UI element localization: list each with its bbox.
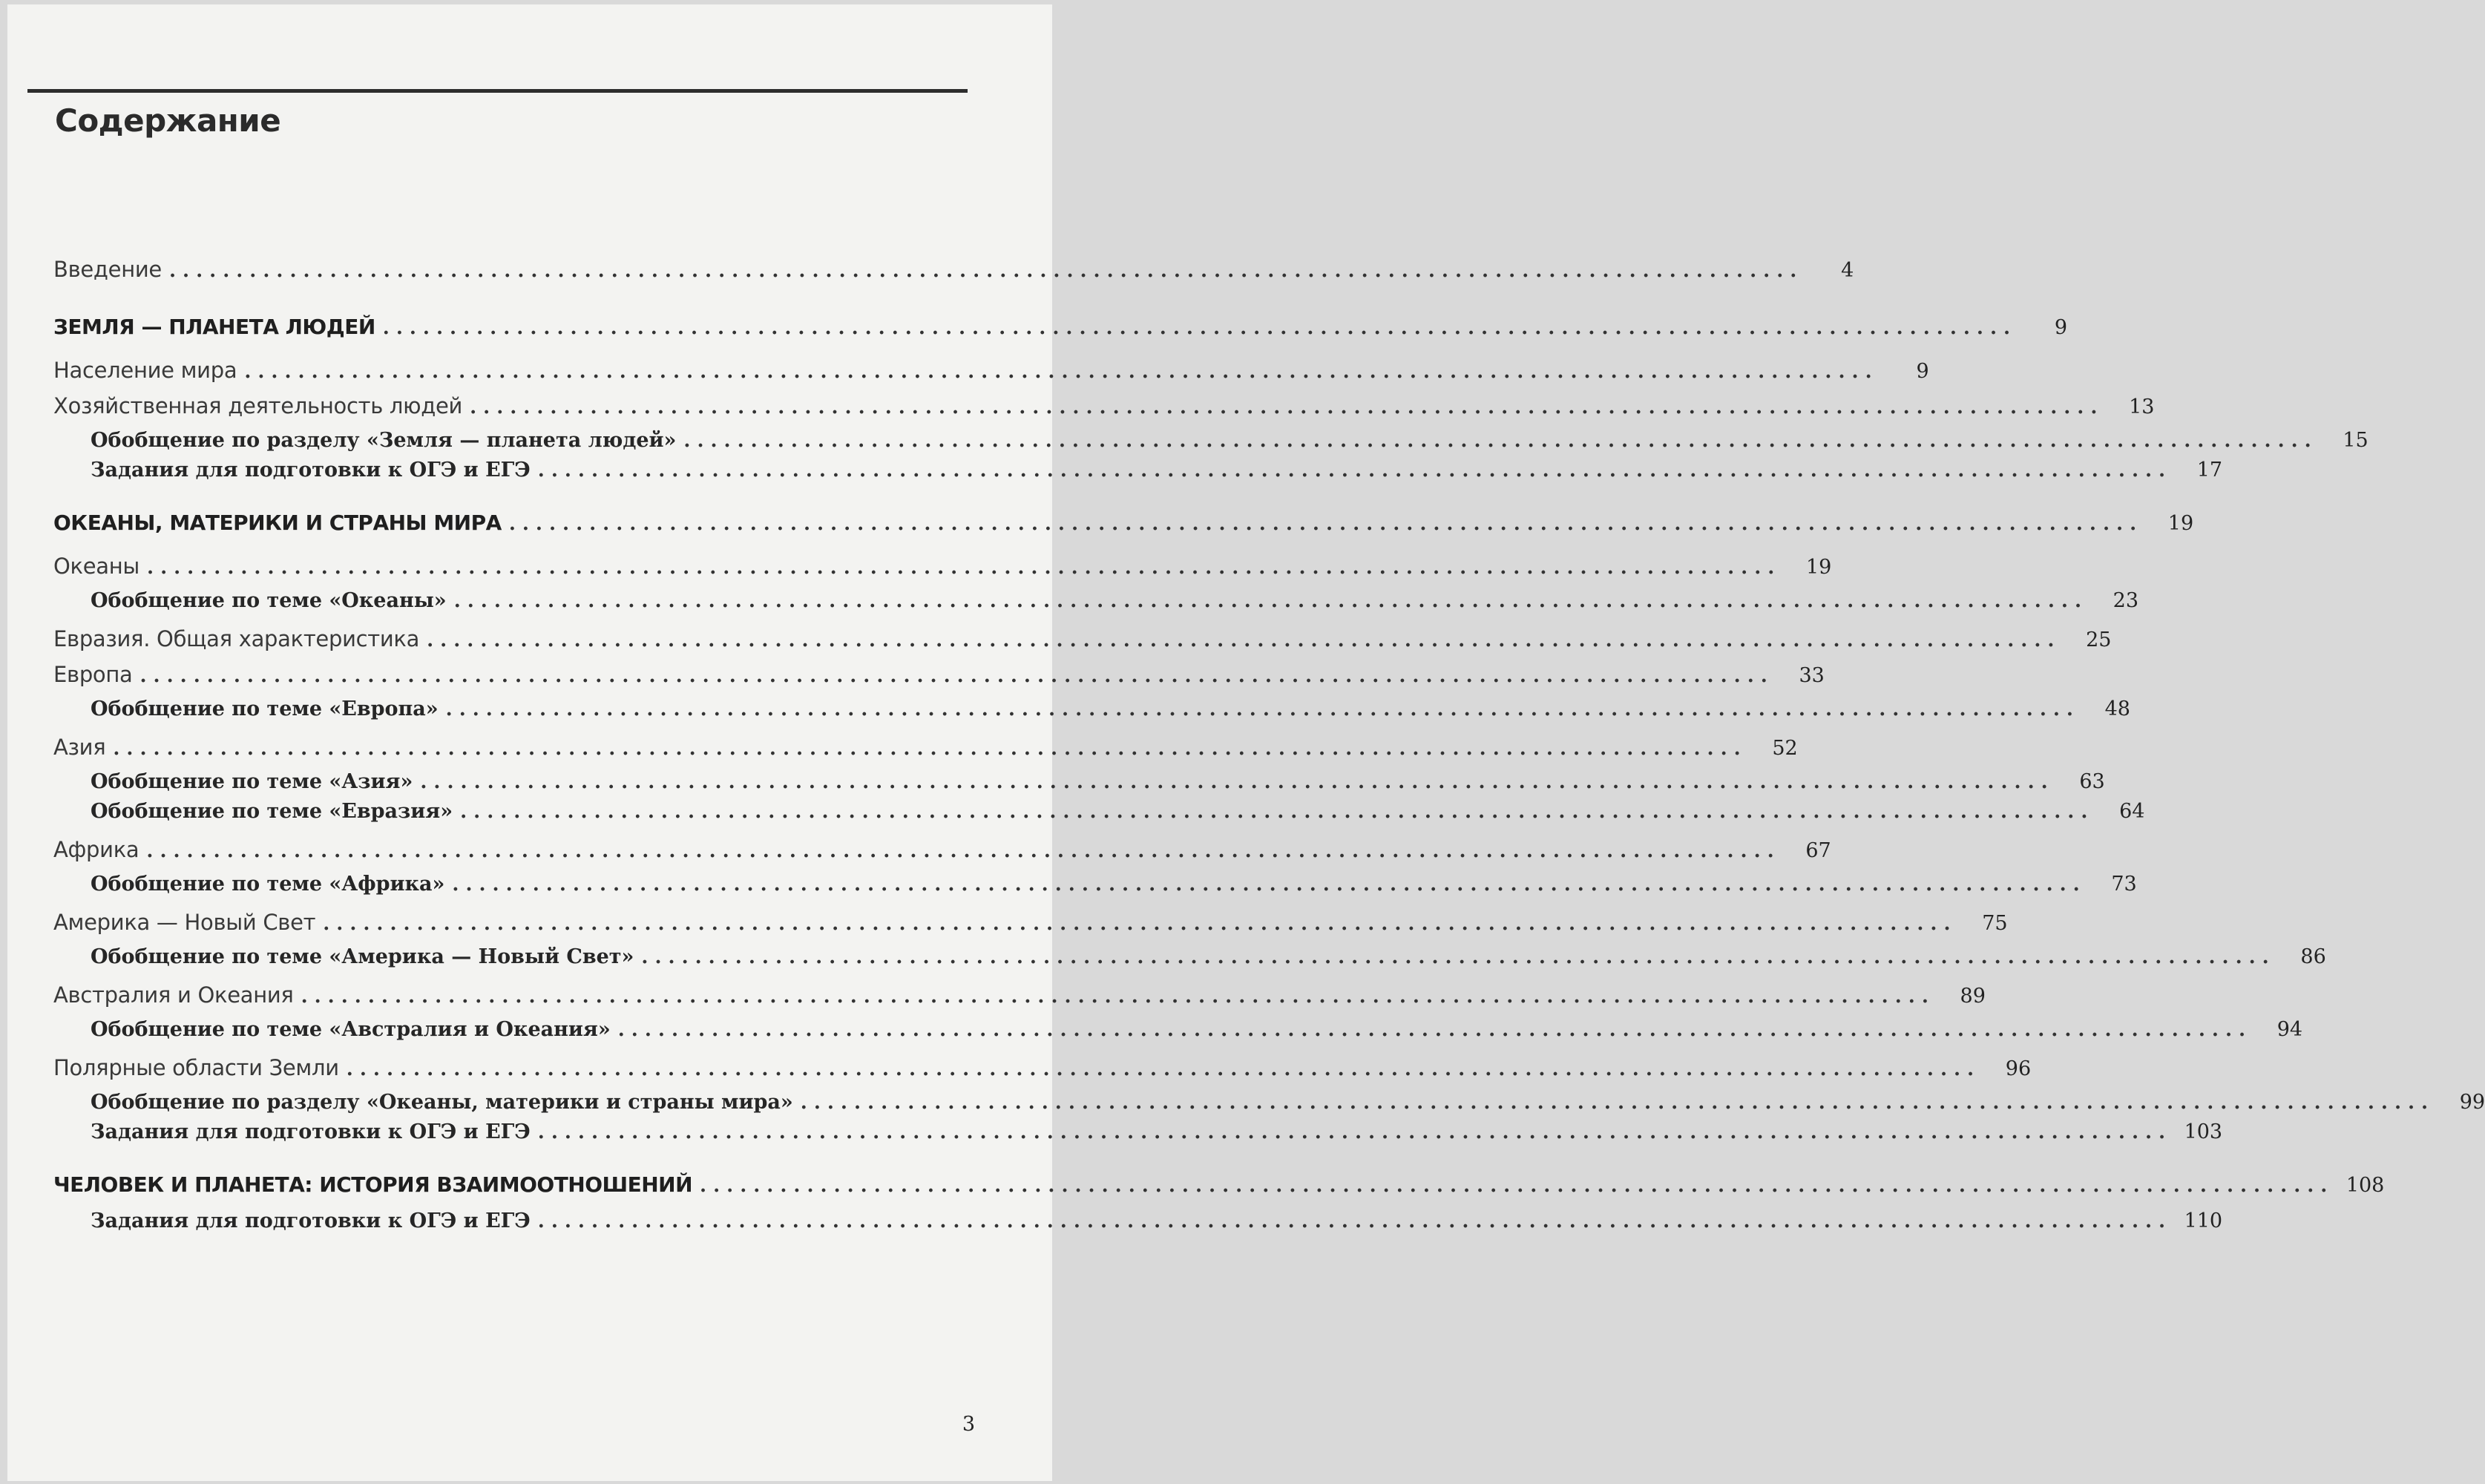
toc-label: Австралия и Океания <box>53 982 294 1008</box>
toc-page: 15 <box>2343 429 2369 452</box>
toc-page: 9 <box>2054 316 2068 339</box>
dot-leader: .......................................................................................................................... <box>617 1019 2253 1041</box>
dot-leader: .......................................................................................................................... <box>800 1091 2435 1114</box>
toc-label: Евразия. Общая характеристика <box>53 626 420 651</box>
toc-label: Обобщение по теме «Евразия» <box>91 800 453 823</box>
toc-page: 33 <box>1799 664 1825 687</box>
dot-leader: .......................................................................................................................... <box>147 556 1782 579</box>
toc-entry <box>53 554 1832 583</box>
toc-section-heading <box>53 315 2068 344</box>
toc-entry <box>53 358 1929 387</box>
dot-leader: .......................................................................................................................... <box>470 396 2104 418</box>
toc-page: 23 <box>2113 589 2139 612</box>
toc-subentry <box>91 429 2369 459</box>
dot-leader: .......................................................................................................................... <box>382 317 2018 339</box>
dot-leader: .......................................................................................................................... <box>244 361 1879 383</box>
toc-label: Обобщение по теме «Африка» <box>91 873 445 896</box>
toc-subentry <box>91 589 2139 619</box>
book-page <box>7 4 2485 1481</box>
toc-label: Европа <box>53 662 133 687</box>
toc-page: 73 <box>2111 873 2137 896</box>
dot-leader: .......................................................................................................................... <box>445 698 2080 720</box>
toc-label: Обобщение по теме «Азия» <box>91 770 413 793</box>
toc-label: ОКЕАНЫ, МАТЕРИКИ И СТРАНЫ МИРА <box>53 510 502 535</box>
toc-entry <box>53 662 1825 692</box>
toc-subentry <box>91 1018 2303 1048</box>
dot-leader: .......................................................................................................................... <box>537 459 2173 482</box>
dot-leader: .......................................................................................................................... <box>146 840 1781 862</box>
toc-page: 48 <box>2104 697 2130 720</box>
toc-section-heading <box>53 1172 2385 1202</box>
toc-subentry <box>91 873 2137 902</box>
dot-leader: .......................................................................................................................... <box>683 430 2318 452</box>
toc-page: 67 <box>1805 839 1831 862</box>
toc-page: 108 <box>2346 1174 2385 1197</box>
dot-leader: .......................................................................................................................... <box>113 738 1747 760</box>
toc-entry <box>53 735 1798 764</box>
toc-label: Обобщение по теме «Австралия и Океания» <box>91 1018 611 1041</box>
toc-label: Азия <box>53 735 106 760</box>
toc-page: 4 <box>1841 259 1854 282</box>
toc-entry <box>53 837 1831 867</box>
dot-leader: .......................................................................................................................... <box>453 590 2089 612</box>
top-rule <box>27 89 968 93</box>
dot-leader: .......................................................................................................................... <box>508 513 2144 535</box>
toc-label: ЗЕМЛЯ — ПЛАНЕТА ЛЮДЕЙ <box>53 315 375 339</box>
toc-page: 19 <box>1805 556 1832 579</box>
dot-leader: .......................................................................................................................... <box>168 260 1804 282</box>
toc-page: 17 <box>2196 459 2223 482</box>
toc-page: 63 <box>2079 770 2105 793</box>
toc-label: Население мира <box>53 358 237 383</box>
toc-label: Введение <box>53 257 162 282</box>
toc-entry-intro <box>53 257 1854 286</box>
toc-label: Задания для подготовки к ОГЭ и ЕГЭ <box>91 1209 531 1232</box>
dot-leader: .......................................................................................................................... <box>537 1121 2173 1143</box>
toc-subentry <box>91 770 2105 800</box>
toc-subentry <box>91 945 2326 975</box>
toc-label: Задания для подготовки к ОГЭ и ЕГЭ <box>91 459 531 482</box>
toc-subentry <box>91 1120 2223 1150</box>
toc-label: Обобщение по теме «Океаны» <box>91 589 447 612</box>
toc-label: Обобщение по разделу «Океаны, материки и страны мира» <box>91 1091 793 1114</box>
toc-page: 110 <box>2184 1209 2223 1232</box>
toc-subentry <box>91 800 2145 830</box>
toc-page: 75 <box>1982 912 2008 935</box>
toc-page: 19 <box>2167 512 2194 535</box>
toc-subentry <box>91 1091 2485 1120</box>
toc-label: ЧЕЛОВЕК И ПЛАНЕТА: ИСТОРИЯ ВЗАИМООТНОШЕНИЙ <box>53 1172 693 1197</box>
dot-leader: .......................................................................................................................... <box>452 873 2087 896</box>
toc-subentry <box>91 1209 2223 1239</box>
toc-entry <box>53 393 2155 423</box>
toc-label: Полярные области Земли <box>53 1055 339 1080</box>
dot-leader: .......................................................................................................................... <box>323 913 1957 935</box>
toc-label: Океаны <box>53 554 140 579</box>
toc-page: 86 <box>2300 945 2326 968</box>
toc-entry <box>53 910 2008 939</box>
toc-page: 99 <box>2459 1091 2485 1114</box>
toc-label: Африка <box>53 837 139 862</box>
toc-label: Хозяйственная деятельность людей <box>53 393 463 418</box>
dot-leader: .......................................................................................................................... <box>537 1210 2173 1232</box>
dot-leader: .......................................................................................................................... <box>139 665 1774 687</box>
dot-leader: .......................................................................................................................... <box>641 946 2276 968</box>
toc-subentry <box>91 459 2223 488</box>
toc-page: 103 <box>2184 1120 2223 1143</box>
toc-entry <box>53 1055 2032 1085</box>
toc-entry <box>53 982 1986 1012</box>
toc-page: 13 <box>2129 395 2155 418</box>
toc-label: Обобщение по разделу «Земля — планета людей» <box>91 429 677 452</box>
toc-page: 89 <box>1960 985 1986 1008</box>
toc-label: Обобщение по теме «Европа» <box>91 697 439 720</box>
page-number: 3 <box>962 1413 975 1436</box>
toc-page: 96 <box>2005 1057 2032 1080</box>
dot-leader: .......................................................................................................................... <box>460 801 2095 823</box>
page-title: Содержание <box>55 102 281 139</box>
toc-page: 25 <box>2086 628 2112 651</box>
dot-leader: .......................................................................................................................... <box>427 629 2061 651</box>
toc-page: 94 <box>2276 1018 2303 1041</box>
toc-page: 64 <box>2119 800 2145 823</box>
toc-label: Задания для подготовки к ОГЭ и ЕГЭ <box>91 1120 531 1143</box>
dot-leader: .......................................................................................................................... <box>346 1058 1981 1080</box>
toc-label: Обобщение по теме «Америка — Новый Свет» <box>91 945 634 968</box>
toc-page: 52 <box>1772 737 1798 760</box>
toc-section-heading <box>53 510 2194 540</box>
toc-entry <box>53 626 2112 656</box>
toc-subentry <box>91 697 2130 727</box>
toc-page: 9 <box>1916 360 1929 383</box>
toc-label: Америка — Новый Свет <box>53 910 316 935</box>
dot-leader: .......................................................................................................................... <box>420 771 2055 793</box>
dot-leader: .......................................................................................................................... <box>700 1175 2334 1197</box>
dot-leader: .......................................................................................................................... <box>301 985 1935 1008</box>
